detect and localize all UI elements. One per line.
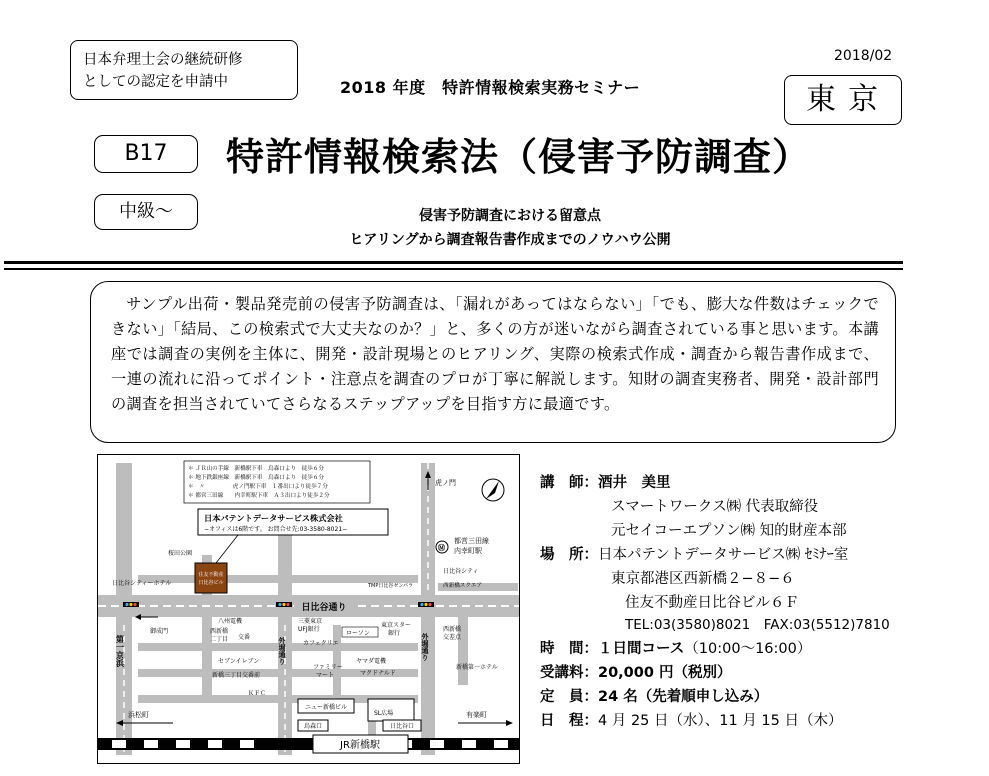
map-mita-line: 都営三田線 xyxy=(454,537,489,545)
map-mcdonalds: マクドナルド xyxy=(360,670,396,677)
description-text: サンプル出荷・製品発売前の侵害予防調査は、「漏れがあってはならない」「でも、膨大な件数はチェックできない」「結局、この検索式で大丈夫なのか？」と、多くの方が迷いながら調査されている事と思います。本講座では調査の実例を主体に、開発・設計現場とのヒアリング、実際の検索式作成・調査から報告書作成まで、一連の流れに沿ってポイント・注意点を調査のプロが丁寧に解説します。知財の調査実務者、開発・設計部門の調査を担当されていてさらなるステップアップを目指す方に最適です。 xyxy=(111,295,879,413)
map-sotobori-label-left: 外堀通り xyxy=(278,637,286,665)
divider-thin xyxy=(4,268,903,270)
svg-text:Ⓜ: Ⓜ xyxy=(438,544,445,552)
map-nishishinbashi-square: 西新橋スクエア xyxy=(443,583,483,589)
cpd-notice-line1: 日本弁理士会の継続研修 xyxy=(83,52,243,68)
map-family-mart: ファミリー xyxy=(313,664,343,671)
issue-date: 2018/02 xyxy=(834,48,893,64)
lecturer-row xyxy=(540,471,671,492)
map-hibiya-dori: 日比谷通り xyxy=(301,603,347,613)
map-nishishinbashi2: 西新橋 xyxy=(210,628,229,635)
venue-label: 場 所： xyxy=(540,547,598,563)
map-onarimon: 御成門 xyxy=(150,628,169,635)
venue-address-1: 東京都港区西新橋２−８−６ xyxy=(611,571,795,587)
lecturer-title-2: 元セイコーエプソン㈱ 知的財産本部 xyxy=(611,523,847,539)
map-kfc: ＫＦＣ xyxy=(248,690,267,697)
map-karasumori: 烏森口 xyxy=(303,723,323,730)
svg-text:マート: マート xyxy=(316,672,335,679)
map-nishishinbashi-crossing: 西新橋 xyxy=(443,626,462,633)
map-yamada: ヤマダ電機 xyxy=(356,658,387,665)
map-uchisaiwaicho: 内幸町駅 xyxy=(454,547,482,555)
divider-thick xyxy=(4,261,903,264)
map-mufg: 三菱東京 xyxy=(298,618,323,625)
capacity-row xyxy=(540,685,768,706)
course-subtitle-1: 侵害予防調査における留意点 xyxy=(419,208,601,224)
description-box xyxy=(90,281,896,443)
map-park: 桜田公園 xyxy=(168,550,193,557)
map-hibiya-exit: 日比谷口 xyxy=(389,723,415,730)
map-yurakucho: 有楽町 xyxy=(466,711,487,719)
course-subtitle-2: ヒアリングから調査報告書作成までのノウハウ公開 xyxy=(349,232,671,248)
map-building: 住友不動産 xyxy=(198,572,224,578)
map-tokyo-star: 東京スター xyxy=(381,622,412,629)
map-tmp-sign: TMP日比谷ゼンパラ xyxy=(368,583,414,589)
lecturer-title-1: スマートワークス㈱ 代表取締役 xyxy=(611,499,819,515)
map-hibiya-city-hotel: 日比谷シティーホテル xyxy=(112,580,172,587)
access-line-2: ＊ 地下鉄銀座線 新橋駅下車 烏森口より 徒歩６分 xyxy=(188,475,325,481)
map-company-note: −オフィスは6階です。 お問合せ先:03-3580-8021− xyxy=(204,526,348,533)
map-cafe: カフェクリエ xyxy=(303,640,339,647)
access-map xyxy=(97,454,520,764)
map-shinbashi-daiichi-hotel: 新橋第一ホテル xyxy=(456,664,498,671)
fee-label: 受講料： xyxy=(540,665,598,681)
target-building xyxy=(195,563,227,593)
time-label: 時 間： xyxy=(540,641,598,657)
map-jr-shinbashi: JR新橋駅 xyxy=(340,740,380,751)
map-lawson: ローソン xyxy=(346,630,370,637)
time-detail: （10:00〜16:00） xyxy=(684,641,812,657)
lecturer-name: 酒井 美里 xyxy=(598,475,671,491)
map-company-name: 日本パテントデータサービス株式会社 xyxy=(204,513,343,523)
map-hamamatsucho: 浜松町 xyxy=(128,711,149,719)
map-sl-plaza: SL広場 xyxy=(374,710,394,717)
dates-label: 日 程： xyxy=(540,713,598,729)
lecturer-label: 講 師： xyxy=(540,475,598,491)
map-new-shinbashi: ニュー新橋ビル xyxy=(304,704,348,711)
course-level-badge: 中級〜 xyxy=(94,194,198,230)
map-shinbashi-crossing: 新橋三丁目交番前 xyxy=(212,672,261,679)
svg-text:二丁目: 二丁目 xyxy=(210,636,229,643)
seminar-series-title: 2018 年度 特許情報検索実務セミナー xyxy=(340,78,641,97)
access-line-4: ＊ 都営三田線 内幸町駅下車 Ａ３出口より徒歩２分 xyxy=(188,493,330,499)
course-code-badge: B17 xyxy=(94,135,198,173)
map-dai1-keihin: 第一京浜 xyxy=(115,635,125,667)
venue-name: 日本パテントデータサービス㈱ ｾﾐﾅｰ室 xyxy=(598,547,849,563)
course-title: 特許情報検索法（侵害予防調査） xyxy=(226,135,812,179)
city-badge: 東京 xyxy=(784,75,902,125)
svg-text:交差点: 交差点 xyxy=(443,634,462,641)
map-hibiya-city: 日比谷シティ xyxy=(443,568,479,575)
fee-row xyxy=(540,661,732,682)
access-line-3: ＊ 〃 虎ノ門駅下車 １番出口より徒歩７分 xyxy=(188,484,328,490)
venue-address-2: 住友不動産日比谷ビル６Ｆ xyxy=(625,595,799,611)
venue-row xyxy=(540,543,848,564)
access-line-1: ＊ ＪＲ山の手線 新橋駅下車 烏森口より 徒歩６分 xyxy=(188,466,325,472)
map-koban: 交番 xyxy=(238,634,251,641)
svg-text:UFJ銀行: UFJ銀行 xyxy=(298,626,320,633)
capacity-label: 定 員： xyxy=(540,689,598,705)
svg-text:銀行: 銀行 xyxy=(388,630,401,637)
fee-value: 20,000 円（税別） xyxy=(598,665,732,681)
railway xyxy=(98,738,519,750)
time-row xyxy=(540,637,811,658)
map-toranomon: 虎ノ門 xyxy=(435,479,456,487)
venue-phone-fax: TEL:03(3580)8021 FAX:03(5512)7810 xyxy=(625,617,890,633)
capacity-value: 24 名（先着順申し込み） xyxy=(598,689,769,705)
map-seven: セブンイレブン xyxy=(218,658,260,665)
map-mizuho: 八州電機 xyxy=(218,618,243,625)
cpd-notice-line2: としての認定を申請中 xyxy=(83,74,228,90)
map-sotobori: 外堀通り xyxy=(421,633,429,661)
dates-row xyxy=(540,709,842,730)
time-value: １日間コース xyxy=(598,641,685,657)
cpd-notice-box xyxy=(70,40,298,100)
dates-value: 4 月 25 日（水）、11 月 15 日（木） xyxy=(598,713,843,729)
svg-text:日比谷ビル: 日比谷ビル xyxy=(198,580,224,586)
